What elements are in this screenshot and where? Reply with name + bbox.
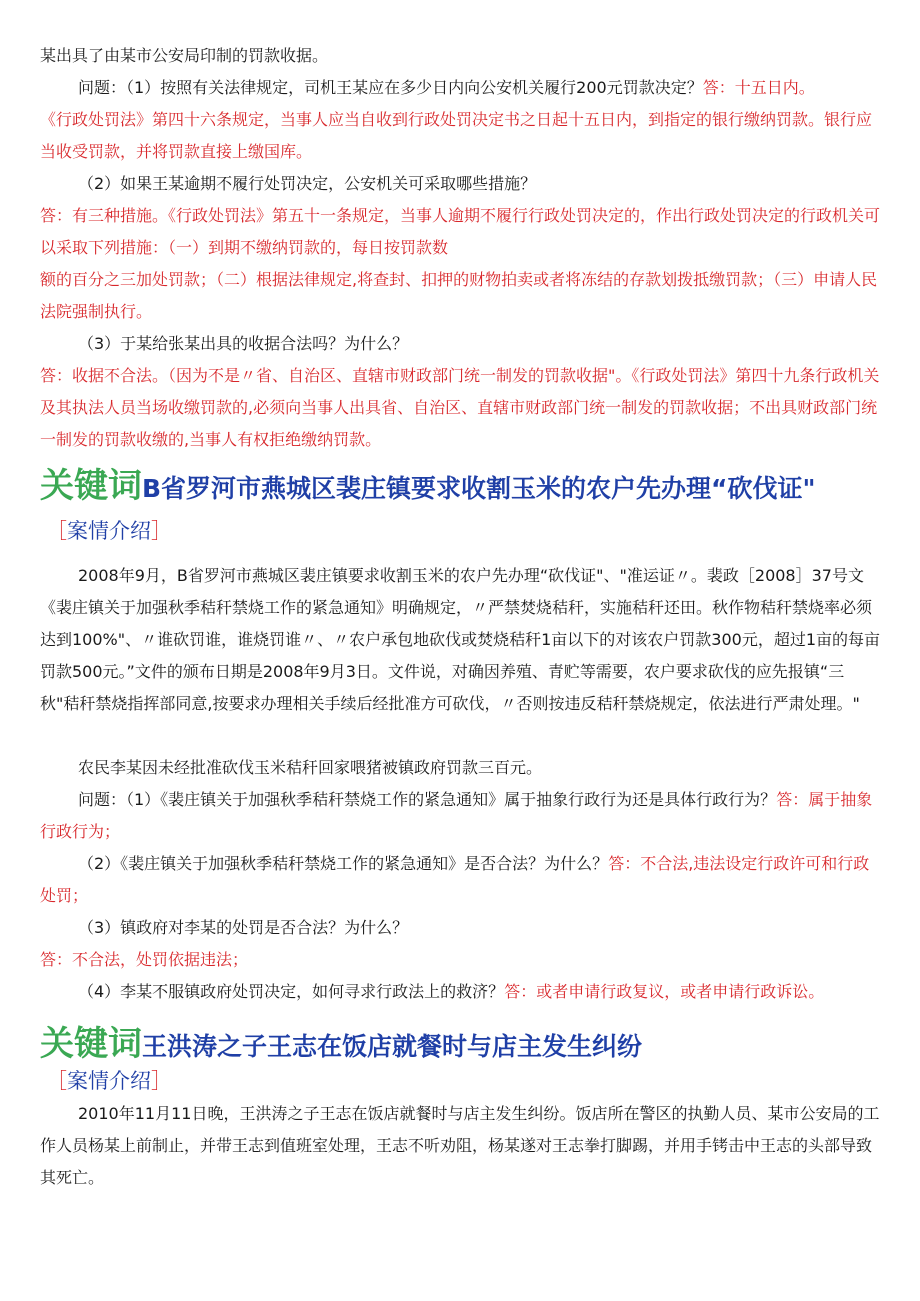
answer-3: 答：收据不合法。（因为不是〃省、自治区、直辖市财政部门统一制发的罚款收据"。《行政处罚法》第四十九条行政机关及其执法人员当场收缴罚款的,必须向当事人出具省、自治区、直辖市财政部门统一制发的罚款收据；不出具财政部门统一制发的罚款收缴的,当事人有权拒绝缴纳罚款。 xyxy=(40,366,880,449)
question-text: 问题：（1）《裴庄镇关于加强秋季秸秆禁烧工作的紧急通知》属于抽象行政行为还是具体行政行为？ xyxy=(78,790,777,809)
question-text: （4）李某不服镇政府处罚决定，如何寻求行政法上的救济？ xyxy=(78,982,505,1001)
answer-text: 答：不合法,违法设定行政许可和行政处罚； xyxy=(40,854,870,905)
answer-detail: 《行政处罚法》第四十六条规定，当事人应当自收到行政处罚决定书之日起十五日内，到指定的银行缴纳罚款。银行应当收受罚款，并将罚款直接上缴国库。 xyxy=(40,110,873,161)
question-2: （2）如果王某逾期不履行处罚决定，公安机关可采取哪些措施？ xyxy=(78,174,537,193)
keyword-label: 关键词 xyxy=(40,466,142,506)
section-heading xyxy=(40,464,900,511)
case-intro-text: 2010年11月11日晚，王洪涛之子王志在饭店就餐时与店主发生纠纷。饭店所在警区的执勤人员、某市公安局的工作人员杨某上前制止，并带王志到值班室处理，王志不听劝阻，杨某遂对王志拳打脚踢，并用手铐击中王志的头部导致其死亡。 xyxy=(40,1104,880,1187)
case-intro-label: 案情介绍 xyxy=(67,519,151,543)
answer-text: 答：或者申请行政复议，或者申请行政诉讼。 xyxy=(504,982,825,1001)
question-3: （3）镇政府对李某的处罚是否合法？为什么？ xyxy=(78,918,409,937)
section-title: B省罗河市燕城区裴庄镇要求收割玉米的农户先办理“砍伐证" xyxy=(142,474,816,503)
bracket-close: ］ xyxy=(151,1069,172,1093)
question-1 xyxy=(40,72,880,104)
answer-3: 答：不合法，处罚依据违法； xyxy=(40,950,249,969)
bracket-open: ［ xyxy=(46,519,67,543)
case-fact: 农民李某因未经批准砍伐玉米秸秆回家喂猪被镇政府罚款三百元。 xyxy=(78,758,543,777)
keyword-label: 关键词 xyxy=(40,1024,142,1064)
bracket-close: ］ xyxy=(151,519,172,543)
case-intro-heading xyxy=(46,516,172,546)
case-intro-text: 2008年9月，B省罗河市燕城区裴庄镇要求收割玉米的农户先办理“砍伐证"、"准运证〃。裴政［2008］37号文《裴庄镇关于加强秋季秸秆禁烧工作的紧急通知》明确规定，〃严禁焚烧秸秆，实施秸秆还田。秋作物秸秆禁烧率必须达到100%"、〃谁砍罚谁，谁烧罚谁〃、〃农户承包地砍伐或焚烧秸秆1亩以下的对该农户罚款300元，超过1亩的每亩罚款500元。”文件的颁布日期是2008年9月3日。文件说，对确因养殖、青贮等需要，农户要求砍伐的应先报镇“三秋"秸秆禁烧指挥部同意,按要求办理相关手续后经批准方可砍伐，〃否则按违反秸秆禁烧规定，依法进行严肃处理。" xyxy=(40,566,881,713)
answer-2-part-2: 额的百分之三加处罚款；（二）根据法律规定,将查封、扣押的财物拍卖或者将冻结的存款划拨抵缴罚款；（三）申请人民法院强制执行。 xyxy=(40,270,878,321)
question-1 xyxy=(40,784,880,848)
bracket-open: ［ xyxy=(46,1069,67,1093)
case-intro-heading xyxy=(46,1066,172,1096)
answer-2-part-1: 答：有三种措施。《行政处罚法》第五十一条规定，当事人逾期不履行行政处罚决定的，作出行政处罚决定的行政机关可以采取下列措施：（一）到期不缴纳罚款的，每日按罚款数 xyxy=(40,206,881,257)
question-text: （2）《裴庄镇关于加强秋季秸秆禁烧工作的紧急通知》是否合法？为什么？ xyxy=(78,854,609,873)
answer-text: 答：属于抽象行政行为； xyxy=(40,790,873,841)
answer-text: 答：十五日内。 xyxy=(702,78,815,97)
question-text: 问题：（1）按照有关法律规定，司机王某应在多少日内向公安机关履行200元罚款决定？ xyxy=(78,78,703,97)
paragraph: 某出具了由某市公安局印制的罚款收据。 xyxy=(40,46,329,65)
question-3: （3）于某给张某出具的收据合法吗？为什么？ xyxy=(78,334,409,353)
case-intro-label: 案情介绍 xyxy=(67,1069,151,1093)
section-title: 王洪涛之子王志在饭店就餐时与店主发生纠纷 xyxy=(142,1032,643,1061)
section-heading xyxy=(40,1022,900,1069)
question-4 xyxy=(40,976,880,1008)
question-2 xyxy=(40,848,880,912)
